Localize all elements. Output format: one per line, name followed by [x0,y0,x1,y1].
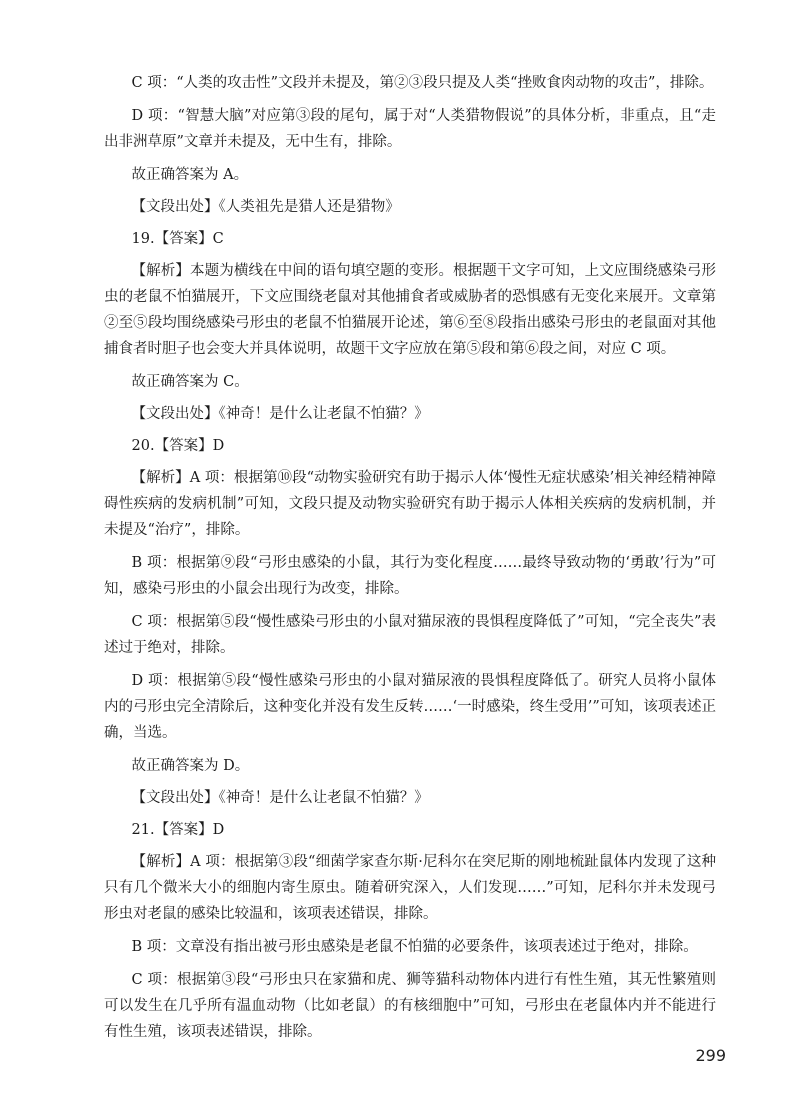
paragraph-c-option: C 项：“人类的攻击性”文段并未提及，第②③段只提及人类“挫败食肉动物的攻击”，排除。 [131,75,714,91]
page-number: 299 [695,1046,726,1065]
source-citation: 【文段出处】《神奇！是什么让老鼠不怕猫？》 [131,406,429,422]
question-20-analysis-a: 【解析】A 项：根据第⑩段“动物实验研究有助于揭示人体‘慢性无症状感染’相关神经精神障碍性疾病的发病机制”可知，文段只提及动物实验研究有助于揭示人体相关疾病的发病机制，并未提及“治疗”，排除。 [104,470,716,538]
answer-statement: 故正确答案为 D。 [131,758,250,774]
question-20-answer: 20.【答案】D [131,438,225,454]
page-body [104,70,716,1052]
question-19-analysis: 【解析】本题为横线在中间的语句填空题的变形。根据题干文字可知，上文应围绕感染弓形虫的老鼠不怕猫展开，下文应围绕老鼠对其他捕食者或威胁者的恐惧感有无变化来展开。文章第②至⑤段均围绕感染弓形虫的老鼠不怕猫展开论述，第⑥至⑧段指出感染弓形虫的老鼠面对其他捕食者时胆子也会变大并具体说明，故题干文字应放在第⑤段和第⑥段之间，对应 C 项。 [104,263,716,357]
source-citation: 【文段出处】《人类祖先是猎人还是猎物》 [131,199,400,215]
question-21-analysis-c: C 项：根据第③段“弓形虫只在家猫和虎、狮等猫科动物体内进行有性生殖，其无性繁殖则可以发生在几乎所有温血动物（比如老鼠）的有核细胞中”可知，弓形虫在老鼠体内并不能进行有性生殖，该项表述错误，排除。 [104,972,716,1040]
paragraph-d-option: D 项：“智慧大脑”对应第③段的尾句，属于对“人类猎物假说”的具体分析，非重点，且“走出非洲草原”文章并未提及，无中生有，排除。 [104,108,716,150]
question-21-answer: 21.【答案】D [131,822,225,838]
question-20-analysis-c: C 项：根据第⑤段“慢性感染弓形虫的小鼠对猫尿液的畏惧程度降低了”可知，“完全丧失”表述过于绝对，排除。 [104,614,716,656]
source-citation: 【文段出处】《神奇！是什么让老鼠不怕猫？》 [131,790,429,806]
question-20-analysis-b: B 项：根据第⑨段“弓形虫感染的小鼠，其行为变化程度……最终导致动物的‘勇敢’行为”可知，感染弓形虫的小鼠会出现行为改变，排除。 [104,555,716,597]
answer-statement: 故正确答案为 A。 [131,167,249,183]
answer-statement: 故正确答案为 C。 [131,374,249,390]
question-20-analysis-d: D 项：根据第⑤段“慢性感染弓形虫的小鼠对猫尿液的畏惧程度降低了。研究人员将小鼠体内的弓形虫完全清除后，这种变化并没有发生反转……‘一时感染，终生受用’”可知，该项表述正确，当选。 [104,673,716,741]
question-21-analysis-a: 【解析】A 项：根据第③段“细菌学家查尔斯·尼科尔在突尼斯的刚地梳趾鼠体内发现了这种只有几个微米大小的细胞内寄生原虫。随着研究深入，人们发现……”可知，尼科尔并未发现弓形虫对老鼠的感染比较温和，该项表述错误，排除。 [104,854,716,922]
question-21-analysis-b: B 项：文章没有指出被弓形虫感染是老鼠不怕猫的必要条件，该项表述过于绝对，排除。 [131,939,698,955]
question-19-answer: 19.【答案】C [131,231,224,247]
